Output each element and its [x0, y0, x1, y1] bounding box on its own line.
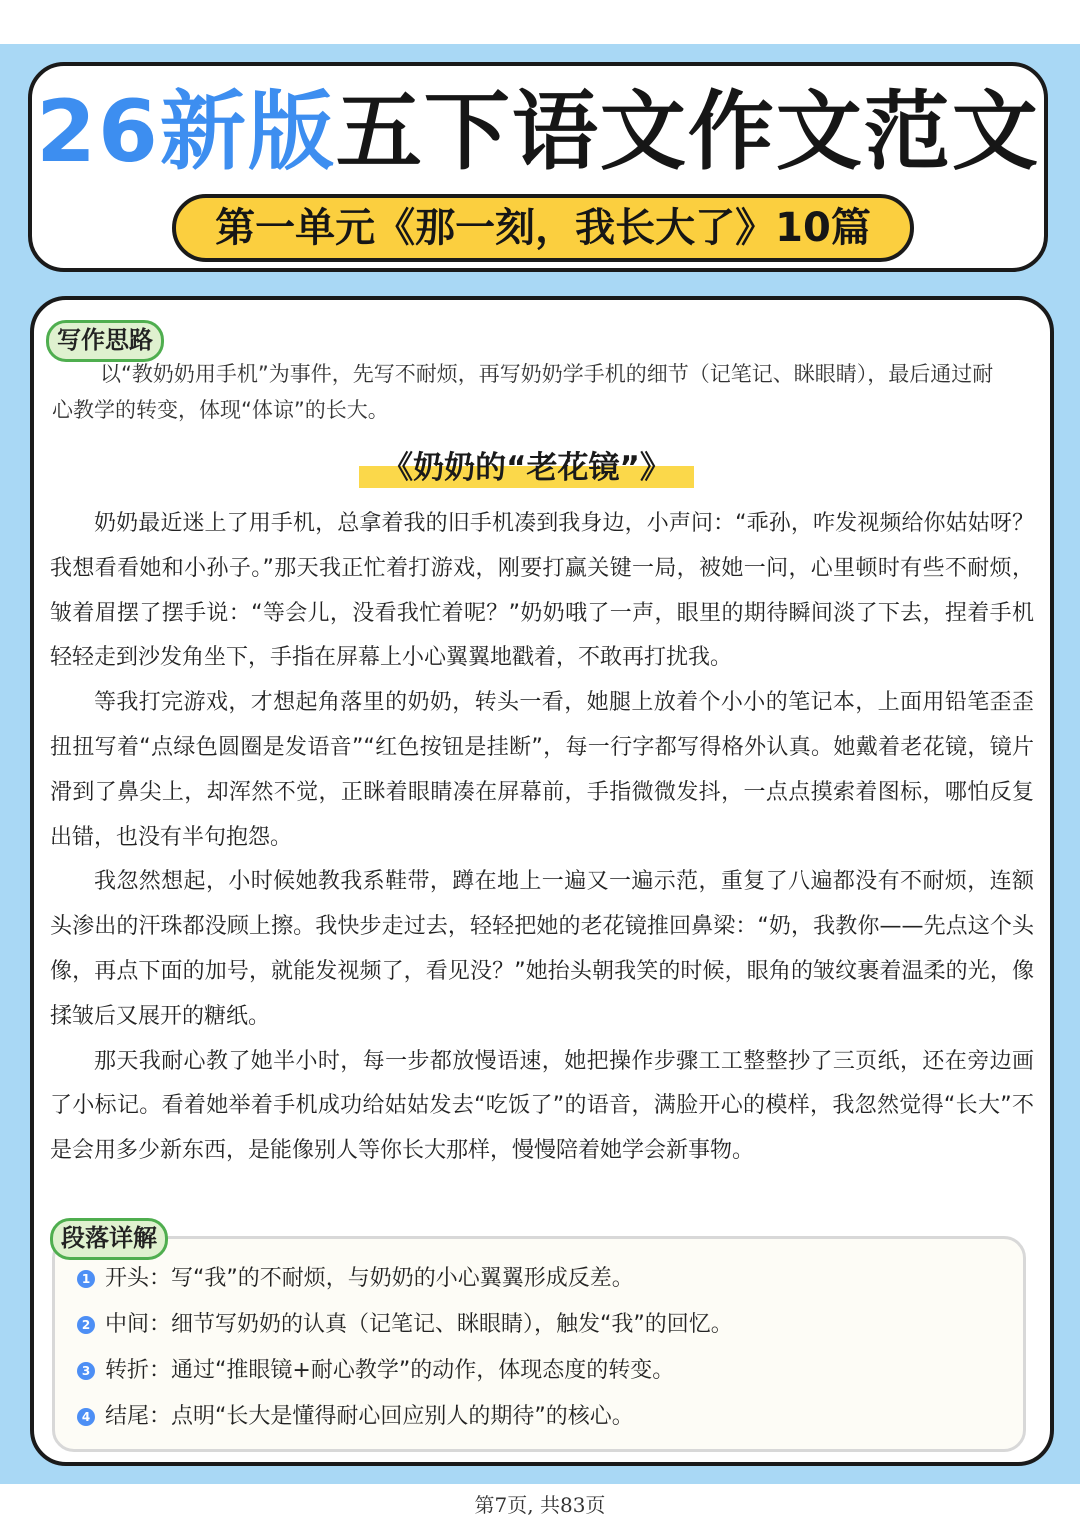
number-badge-icon: 3: [77, 1362, 95, 1380]
essay-body: [50, 502, 1034, 1174]
detail-item-text: 转折：通过“推眼镜+耐心教学”的动作，体现态度的转变。: [105, 1358, 675, 1383]
essay-paragraph: 那天我耐心教了她半小时，每一步都放慢语速，她把操作步骤工工整整抄了三页纸，还在旁边画了小标记。看着她举着手机成功给姑姑发去“吃饭了”的语音，满脸开心的模样，我忽然觉得“长大”不是会用多少新东西，是能像别人等你长大那样，慢慢陪着她学会新事物。: [50, 1048, 1034, 1164]
essay-title: 《奶奶的“老花镜”》: [382, 450, 671, 486]
top-margin: [0, 0, 1080, 44]
paragraph-details-tag: 段落详解: [50, 1218, 168, 1260]
detail-item: [77, 1263, 634, 1295]
number-badge-icon: 4: [77, 1408, 95, 1426]
paragraph-details-box: [52, 1236, 1026, 1452]
writing-idea-text: 以“教奶奶用手机”为事件，先写不耐烦，再写奶奶学手机的细节（记笔记、眯眼睛），最后通过耐心教学的转变，体现“体谅”的长大。: [52, 362, 994, 422]
main-title: [32, 82, 1044, 182]
subtitle-pill: 第一单元《那一刻，我长大了》10篇: [172, 194, 914, 262]
detail-item: [77, 1355, 674, 1387]
essay-paragraph: 我忽然想起，小时候她教我系鞋带，蹲在地上一遍又一遍示范，重复了八遍都没有不耐烦，连额头渗出的汗珠都没顾上擦。我快步走过去，轻轻把她的老花镜推回鼻梁：“奶，我教你——先点这个头像，再点下面的加号，就能发视频了，看见没？”她抬头朝我笑的时候，眼角的皱纹裹着温柔的光，像揉皱后又展开的糖纸。: [50, 869, 1034, 1029]
detail-item-text: 结尾：点明“长大是懂得耐心回应别人的期待”的核心。: [105, 1404, 634, 1429]
writing-idea-tag: 写作思路: [46, 320, 164, 362]
content-card: [30, 296, 1054, 1466]
detail-item: [77, 1401, 634, 1433]
main-title-rest: 五下语文作文范文: [335, 82, 1040, 182]
essay-paragraph: 奶奶最近迷上了用手机，总拿着我的旧手机凑到我身边，小声问：“乖孙，咋发视频给你姑姑呀？我想看看她和小孙子。”那天我正忙着打游戏，刚要打赢关键一局，被她一问，心里顿时有些不耐烦，皱着眉摆了摆手说：“等会儿，没看我忙着呢？”奶奶哦了一声，眼里的期待瞬间淡了下去，捏着手机轻轻走到沙发角坐下，手指在屏幕上小心翼翼地戳着，不敢再打扰我。: [50, 511, 1034, 671]
page-footer: 第7页, 共83页: [474, 1493, 606, 1517]
detail-item: [77, 1309, 733, 1341]
main-title-highlight: 26新版: [36, 82, 336, 182]
number-badge-icon: 1: [77, 1270, 95, 1288]
detail-item-text: 中间：细节写奶奶的认真（记笔记、眯眼睛），触发“我”的回忆。: [105, 1312, 733, 1337]
header-card: [28, 62, 1048, 272]
detail-item-text: 开头：写“我”的不耐烦，与奶奶的小心翼翼形成反差。: [105, 1266, 634, 1291]
essay-paragraph: 等我打完游戏，才想起角落里的奶奶，转头一看，她腿上放着个小小的笔记本，上面用铅笔歪歪扭扭写着“点绿色圆圈是发语音”“红色按钮是挂断”，每一行字都写得格外认真。她戴着老花镜，镜片滑到了鼻尖上，却浑然不觉，正眯着眼睛凑在屏幕前，手指微微发抖，一点点摸索着图标，哪怕反复出错，也没有半句抱怨。: [50, 690, 1034, 850]
number-badge-icon: 2: [77, 1316, 95, 1334]
